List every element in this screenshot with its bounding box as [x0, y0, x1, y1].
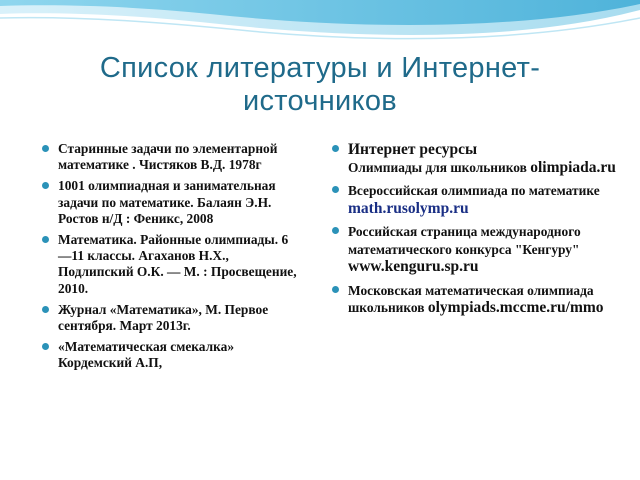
bullet-icon: [42, 236, 49, 243]
bullet-icon: [332, 227, 339, 234]
section-heading: Интернет ресурсы: [348, 141, 478, 158]
page-title: Список литературы и Интернет-источников: [99, 52, 541, 117]
literature-list: [42, 141, 297, 377]
bullet-icon: [332, 145, 339, 152]
bullet-icon: [42, 145, 49, 152]
bullet-icon: [42, 343, 49, 350]
resource-link[interactable]: www.kenguru.sp.ru: [348, 258, 479, 275]
list-item: [332, 223, 617, 276]
list-item-text: Всероссийская олимпиада по математике: [348, 183, 600, 198]
resource-link[interactable]: math.rusolymp.ru: [348, 199, 469, 217]
bullet-icon: [42, 182, 49, 189]
list-item: [332, 182, 617, 217]
list-item-text: Московская математическая олимпиада школьников: [348, 282, 594, 315]
list-item: [42, 141, 297, 173]
internet-resources-list: [332, 141, 617, 323]
list-item: [42, 232, 297, 297]
resource-link[interactable]: olympiads.mccme.ru/mmo: [427, 299, 604, 316]
list-item: [42, 178, 297, 227]
list-item-text: Журнал «Математика», М. Первое сентября. Март 2013г.: [58, 301, 269, 334]
list-item-text: Российская страница международного математического конкурса "Кенгуру": [348, 224, 581, 257]
list-item: [42, 339, 297, 371]
list-item-text: 1001 олимпиадная и занимательная задачи по математике. Балаян Э.Н. Ростов н/Д : Феникс, 2008: [58, 178, 276, 226]
list-item-text: «Математическая смекалка» Кордемский А.П,: [58, 339, 235, 371]
list-item: [42, 302, 297, 334]
list-item: [332, 141, 617, 176]
list-item-text: Математика. Районные олимпиады. 6—11 классы. Агаханов Н.Х., Подлипский О.К. — М. : Просвещение, 2010.: [58, 232, 297, 296]
bullet-icon: [42, 306, 49, 313]
list-item-text: Старинные задачи по элементарной математике . Чистяков В.Д. 1978г: [58, 141, 278, 173]
resource-link[interactable]: olimpiada.ru: [530, 158, 616, 176]
bullet-icon: [332, 186, 339, 193]
list-item-text: Олимпиады для школьников: [348, 159, 527, 175]
bullet-icon: [332, 286, 339, 293]
list-item: [332, 282, 617, 317]
